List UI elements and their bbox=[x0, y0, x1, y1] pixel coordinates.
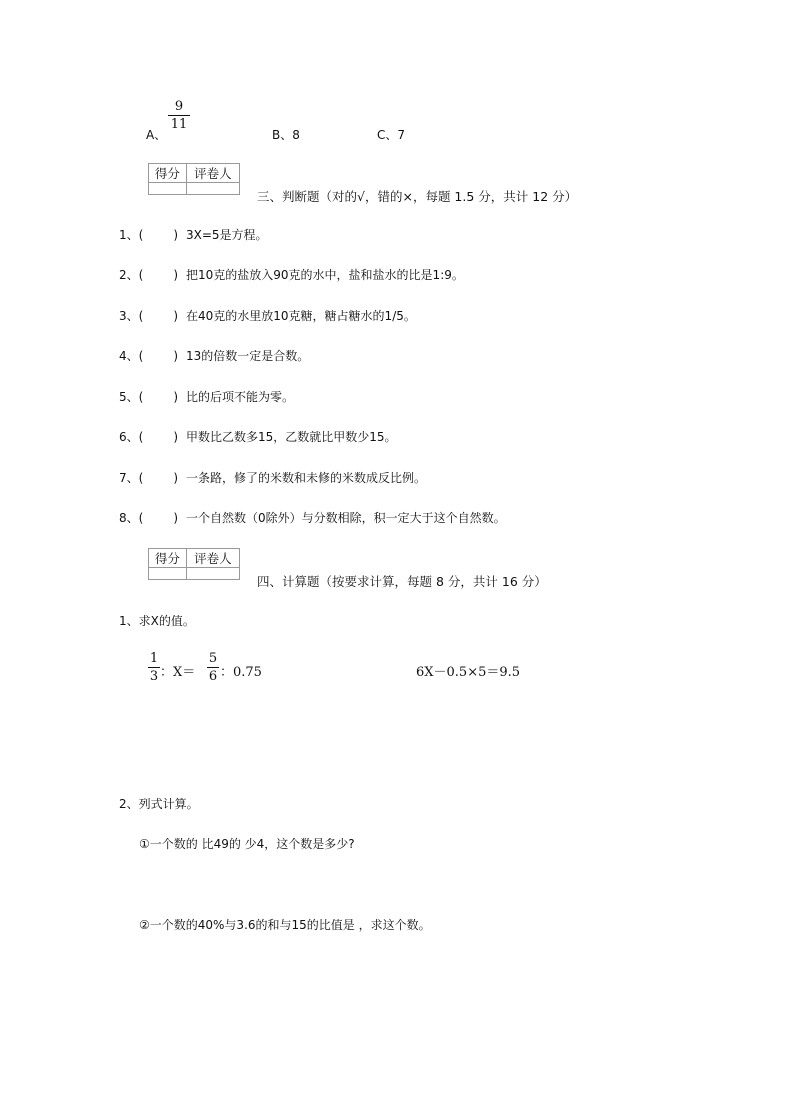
judge-item-close: ) bbox=[173, 511, 179, 525]
grader-cell bbox=[186, 568, 239, 580]
eq1-middle: ：X＝ bbox=[160, 665, 196, 680]
judge-item bbox=[119, 307, 416, 324]
judge-item-text: 3X=5是方程。 bbox=[186, 228, 268, 242]
calc-q1-label: 1、求X的值。 bbox=[119, 614, 195, 628]
score-header: 得分 bbox=[149, 164, 187, 183]
judge-item-close: ) bbox=[173, 471, 179, 485]
fraction-numerator: 9 bbox=[174, 99, 184, 114]
judge-item-number: 1、( bbox=[119, 228, 144, 242]
judge-item-text: 在40克的水里放10克糖，糖占糖水的1/5。 bbox=[186, 309, 416, 323]
judge-item-close: ) bbox=[173, 430, 179, 444]
fraction-bar bbox=[168, 115, 190, 116]
judge-item-text: 比的后项不能为零。 bbox=[186, 390, 295, 404]
fraction-denominator: 6 bbox=[208, 669, 218, 684]
section3-title: 三、判断题（对的√，错的×，每题 1.5 分，共计 12 分） bbox=[257, 189, 578, 204]
judge-item-close: ) bbox=[173, 268, 179, 282]
judge-item-number: 7、( bbox=[119, 471, 144, 485]
judge-item-number: 6、( bbox=[119, 430, 144, 444]
judge-item bbox=[119, 509, 506, 526]
score-header: 得分 bbox=[149, 549, 187, 568]
score-table-section4 bbox=[148, 548, 240, 580]
judge-item bbox=[119, 428, 397, 445]
judge-item-number: 2、( bbox=[119, 268, 144, 282]
calc-q2-sub1: ①一个数的 比49的 少4，这个数是多少? bbox=[139, 837, 355, 851]
section4-title: 四、计算题（按要求计算，每题 8 分，共计 16 分） bbox=[257, 574, 547, 589]
judge-item-number: 8、( bbox=[119, 511, 144, 525]
grader-header: 评卷人 bbox=[186, 164, 239, 183]
option-c: C、7 bbox=[377, 128, 406, 142]
fraction-bar bbox=[148, 667, 160, 668]
judge-item-text: 一条路，修了的米数和未修的米数成反比例。 bbox=[186, 471, 427, 485]
eq1-fraction-1 bbox=[148, 652, 160, 683]
fraction-bar bbox=[207, 667, 219, 668]
judge-item-text: 13的倍数一定是合数。 bbox=[186, 349, 310, 363]
grader-header: 评卷人 bbox=[186, 549, 239, 568]
judge-item-number: 3、( bbox=[119, 309, 144, 323]
judge-item-close: ) bbox=[173, 228, 179, 242]
judge-item bbox=[119, 266, 464, 283]
judge-item-close: ) bbox=[173, 349, 179, 363]
eq2: 6X－0.5×5＝9.5 bbox=[416, 665, 521, 680]
judge-item-number: 4、( bbox=[119, 349, 144, 363]
judge-item-close: ) bbox=[173, 309, 179, 323]
judge-item bbox=[119, 469, 426, 486]
eq1-fraction-2 bbox=[207, 652, 219, 683]
option-b: B、8 bbox=[272, 128, 300, 142]
calc-q2-sub2: ②一个数的40%与3.6的和与15的比值是 ，求这个数。 bbox=[139, 918, 431, 932]
eq1-tail: ：0.75 bbox=[220, 665, 262, 680]
grader-cell bbox=[186, 183, 239, 195]
judge-item-text: 一个自然数（0除外）与分数相除，积一定大于这个自然数。 bbox=[186, 511, 506, 525]
score-cell bbox=[149, 183, 187, 195]
option-a-label: A、 bbox=[146, 128, 167, 142]
option-a-fraction bbox=[168, 100, 190, 131]
score-cell bbox=[149, 568, 187, 580]
judge-item bbox=[119, 226, 268, 243]
judge-item-text: 甲数比乙数多15，乙数就比甲数少15。 bbox=[186, 430, 397, 444]
calc-q2-label: 2、列式计算。 bbox=[119, 797, 199, 811]
judge-item bbox=[119, 388, 294, 405]
judge-item-number: 5、( bbox=[119, 390, 144, 404]
fraction-denominator: 11 bbox=[170, 117, 188, 132]
judge-item-close: ) bbox=[173, 390, 179, 404]
judge-item-text: 把10克的盐放入90克的水中，盐和盐水的比是1:9。 bbox=[186, 268, 464, 282]
fraction-numerator: 5 bbox=[208, 651, 218, 666]
fraction-numerator: 1 bbox=[149, 651, 159, 666]
fraction-denominator: 3 bbox=[149, 669, 159, 684]
score-table-section3 bbox=[148, 163, 240, 195]
judge-item bbox=[119, 347, 309, 364]
